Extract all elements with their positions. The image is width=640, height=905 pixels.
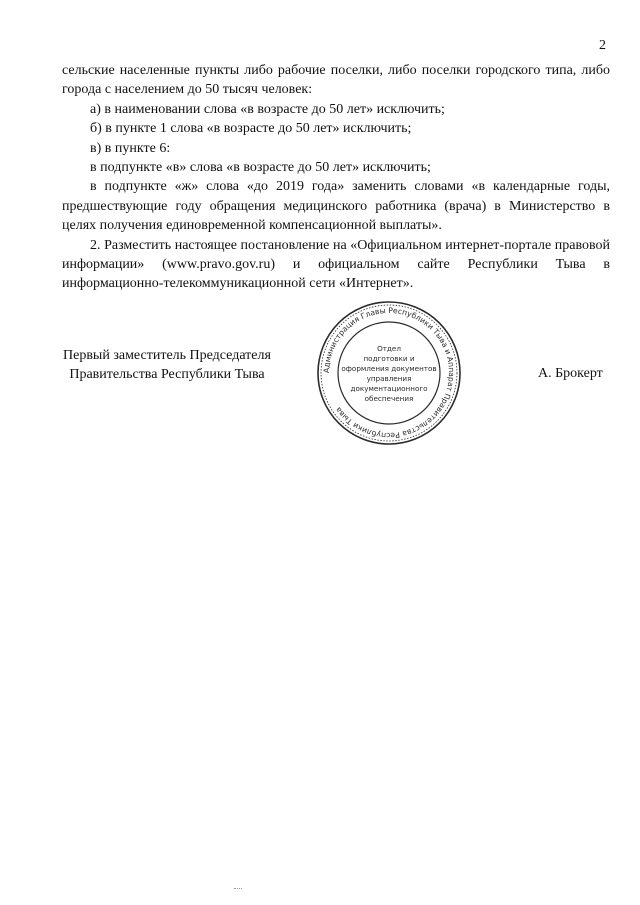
seal-ring-text [322,306,456,440]
official-seal [316,300,462,446]
seal-ring-textpath: Администрация Главы Республики Тыва и Аппарат Правительства Республики Тыва [321,305,457,441]
paragraph: в) в пункте 6: [90,140,171,156]
signatory-position-line: Первый заместитель Председателя [63,348,271,363]
seal-center-line: подготовки и [363,354,415,363]
seal-center-line: управления [366,374,412,383]
seal-center-line: оформления документов [341,364,437,373]
paragraph: а) в наименовании слова «в возрасте до 50 лет» исключить; [90,101,445,117]
signatory-position-line: Правительства Республики Тыва [69,367,265,382]
seal-graphic [316,300,462,446]
paragraph: сельские населенные пункты либо рабочие поселки, либо поселки городского типа, либо города с населением до 50 тысяч человек: [62,63,610,98]
document-body [62,61,610,294]
scan-artifact [234,888,242,891]
paragraph: в подпункте «в» слова «в возрасте до 50 лет» исключить; [90,160,431,176]
seal-dotted-ring [321,305,457,441]
signatory-position [63,346,271,384]
paragraph: б) в пункте 1 слова «в возрасте до 50 лет» исключить; [90,121,412,137]
paragraph: в подпункте «ж» слова «до 2019 года» заменить словами «в календарные годы, предшествующие году обращения медицинского работника (врача) в Министерство в целях получения единовременной компенсационной выплаты». [62,179,610,234]
seal-center-line: Отдел [377,344,401,353]
signatory-name: А. Брокерт [538,366,603,381]
seal-center-line: обеспечения [364,394,414,403]
seal-center-line: документационного [350,384,428,393]
seal-inner-ring [338,322,440,424]
paragraph: 2. Разместить настоящее постановление на «Официальном интернет-портале правовой информации» (www.pravo.gov.ru) и официальном сайте Республики Тыва в информационно-телекоммуникационной сети «Интернет». [62,237,610,292]
seal-outer-ring [318,302,460,444]
page-number: 2 [599,38,606,53]
